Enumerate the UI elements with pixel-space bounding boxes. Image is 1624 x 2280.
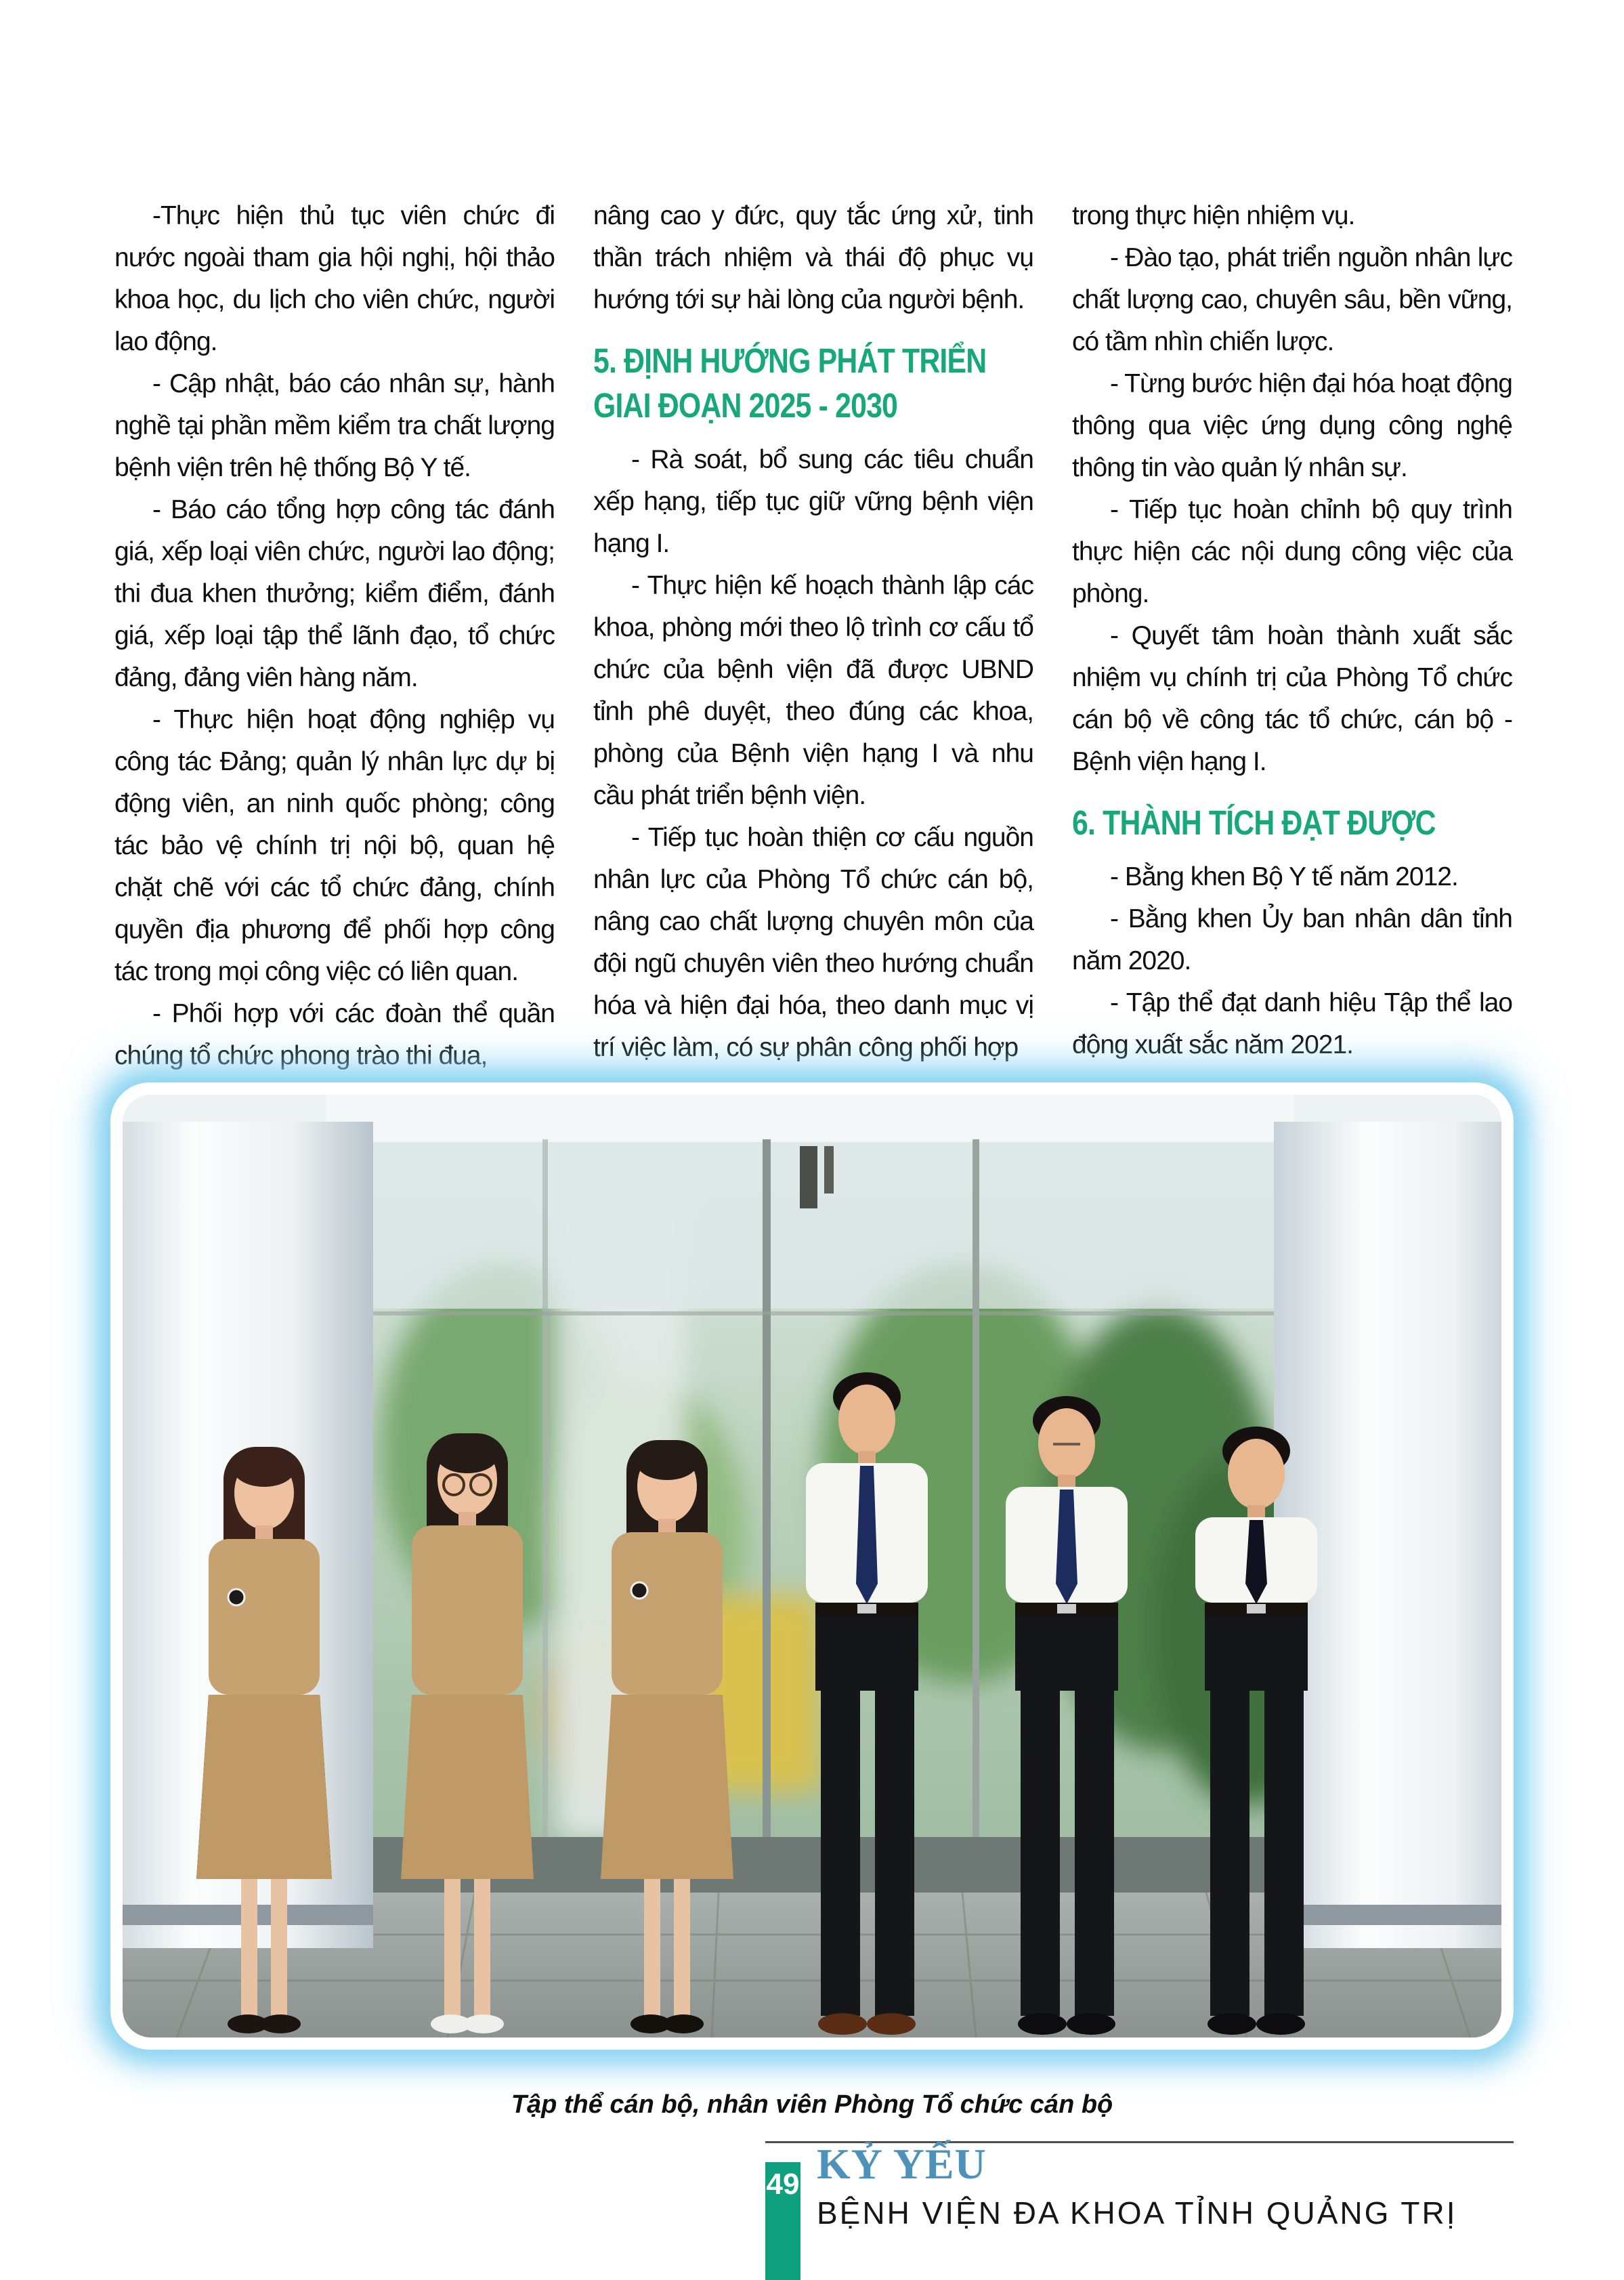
paragraph: - Đào tạo, phát triển nguồn nhân lực chất lượng cao, chuyên sâu, bền vững, có tầm nhìn chiến lược. bbox=[1072, 243, 1512, 356]
section-heading-6 bbox=[1072, 801, 1512, 845]
paragraph: - Tiếp tục hoàn chỉnh bộ quy trình thực hiện các nội dung công việc của phòng. bbox=[1072, 495, 1512, 608]
paragraph: trong thực hiện nhiệm vụ. bbox=[1072, 201, 1355, 230]
footer-title: KỶ YẾU bbox=[817, 2140, 987, 2188]
column-2 bbox=[593, 195, 1033, 1077]
heading-line: GIAI ĐOẠN 2025 - 2030 bbox=[593, 386, 898, 425]
staff-photo bbox=[123, 1095, 1501, 2038]
paragraph: -Thực hiện thủ tục viên chức đi nước ngoài tham gia hội nghị, hội thảo khoa học, du lịch cho viên chức, người lao động. bbox=[114, 201, 555, 356]
paragraph: - Cập nhật, báo cáo nhân sự, hành nghề tại phần mềm kiểm tra chất lượng bệnh viện trên hệ thống Bộ Y tế. bbox=[114, 369, 555, 482]
column-1 bbox=[114, 195, 555, 1077]
heading-line: 5. ĐỊNH HƯỚNG PHÁT TRIỂN bbox=[593, 341, 987, 380]
staff-photo-illustration bbox=[123, 1095, 1501, 2038]
paragraph: - Bằng khen Bộ Y tế năm 2012. bbox=[1110, 862, 1458, 891]
paragraph: - Thực hiện kế hoạch thành lập các khoa, phòng mới theo lộ trình cơ cấu tổ chức của bệnh viện đã được UBND tỉnh phê duyệt, theo đúng các khoa, phòng của Bệnh viện hạng I và nhu cầu phát triển bệnh viện. bbox=[593, 571, 1033, 810]
paragraph: - Rà soát, bổ sung các tiêu chuẩn xếp hạng, tiếp tục giữ vững bệnh viện hạng I. bbox=[593, 445, 1033, 558]
paragraph: - Bằng khen Ủy ban nhân dân tỉnh năm 2020. bbox=[1072, 904, 1512, 975]
paragraph: - Báo cáo tổng hợp công tác đánh giá, xếp loại viên chức, người lao động; thi đua khen thưởng; kiểm điểm, đánh giá, xếp loại tập thể lãnh đạo, tổ chức đảng, đảng viên hàng năm. bbox=[114, 495, 555, 692]
staff-photo-frame bbox=[110, 1082, 1514, 2050]
photo-caption: Tập thể cán bộ, nhân viên Phòng Tổ chức cán bộ bbox=[511, 2090, 1113, 2119]
footer-page-bar bbox=[765, 2162, 800, 2280]
column-3 bbox=[1072, 195, 1512, 1077]
paragraph: - Từng bước hiện đại hóa hoạt động thông qua việc ứng dụng công nghệ thông tin vào quản lý nhân sự. bbox=[1072, 369, 1512, 482]
heading-line: 6. THÀNH TÍCH ĐẠT ĐƯỢC bbox=[1072, 803, 1436, 842]
paragraph: - Thực hiện hoạt động nghiệp vụ công tác Đảng; quản lý nhân lực dự bị động viên, an ninh quốc phòng; công tác bảo vệ chính trị nội bộ, quan hệ chặt chẽ với các tổ chức đảng, chính quyền địa phương để phối hợp công tác trong mọi công việc có liên quan. bbox=[114, 705, 555, 986]
paragraph: nâng cao y đức, quy tắc ứng xử, tinh thần trách nhiệm và thái độ phục vụ hướng tới sự hài lòng của người bệnh. bbox=[593, 201, 1033, 314]
paragraph: - Quyết tâm hoàn thành xuất sắc nhiệm vụ chính trị của Phòng Tổ chức cán bộ về công tác tổ chức, cán bộ - Bệnh viện hạng I. bbox=[1072, 621, 1512, 776]
paragraph: - Phối hợp với các đoàn thể quần chúng tổ chức phong trào thi đua, bbox=[114, 999, 555, 1070]
footer-subtitle: BỆNH VIỆN ĐA KHOA TỈNH QUẢNG TRỊ bbox=[817, 2195, 1457, 2231]
section-heading-5 bbox=[593, 339, 1033, 428]
text-columns bbox=[114, 195, 1512, 1077]
paragraph: - Tập thể đạt danh hiệu Tập thể lao động xuất sắc năm 2021. bbox=[1072, 988, 1512, 1059]
page-number: 49 bbox=[766, 2168, 800, 2201]
paragraph: - Tiếp tục hoàn thiện cơ cấu nguồn nhân lực của Phòng Tổ chức cán bộ, nâng cao chất lượng chuyên môn của đội ngũ chuyên viên theo hướng chuẩn hóa và hiện đại hóa, theo danh mục vị trí việc làm, có sự phân công phối hợp bbox=[593, 823, 1033, 1062]
